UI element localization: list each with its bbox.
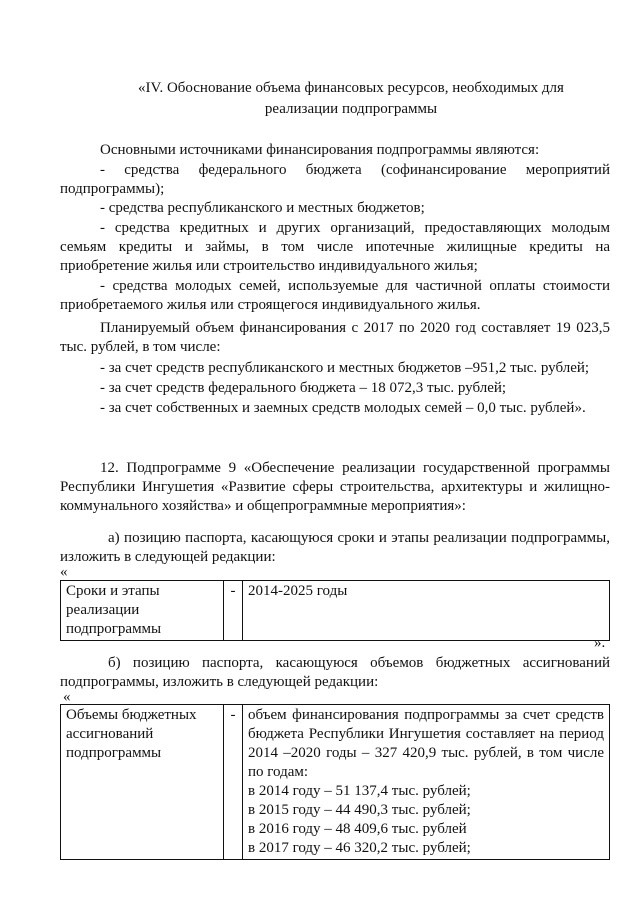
budget-label: Объемы бюджетных ассигнований подпрограммы (61, 705, 224, 860)
budget-year-2014: в 2014 году – 51 137,4 тыс. рублей; (248, 783, 471, 799)
source-item-families: - средства молодых семей, используемые для частичной оплаты стоимости приобретаемого жилья или строящегося индивидуального жилья. (60, 278, 610, 314)
terms-dash: - (224, 581, 243, 641)
part-a-close-quote: ». (594, 635, 606, 651)
item-12-text: 12. Подпрограмме 9 «Обеспечение реализации государственной программы Республики Ингушетия «Развитие сферы строительства, архитектуры и жилищно-коммунального хозяйства» и общепрограммные мероприятия»: (60, 460, 610, 515)
part-a-open-quote: « (60, 564, 68, 580)
source-item-federal: - средства федерального бюджета (софинансирование мероприятий подпрограммы); (60, 162, 610, 198)
budget-year-2017: в 2017 году – 46 320,2 тыс. рублей; (248, 840, 471, 856)
part-a-text: а) позицию паспорта, касающуюся сроки и этапы реализации подпрограммы, изложить в следующей редакции: (60, 530, 610, 566)
source-item-republican: - средства республиканского и местных бюджетов; (100, 200, 425, 216)
budget-value-intro: объем финансирования подпрограммы за счет средств бюджета Республики Ингушетия составляет на период 2014 –2020 годы – 327 420,9 тыс. рублей, в том числе по годам: (248, 707, 604, 780)
table-row (61, 581, 610, 641)
planned-volume-text: Планируемый объем финансирования с 2017 по 2020 год составляет 19 023,5 тыс. рублей, в том числе: (60, 320, 610, 356)
section-heading-line-1: «IV. Обоснование объема финансовых ресурсов, необходимых для (138, 80, 564, 96)
section-heading (112, 78, 590, 120)
terms-label: Сроки и этапы реализации подпрограммы (61, 581, 224, 641)
terms-value: 2014-2025 годы (243, 581, 610, 641)
part-b-open-quote: « (63, 689, 71, 705)
part-b-text: б) позицию паспорта, касающуюся объемов бюджетных ассигнований подпрограммы, изложить в следующей редакции: (60, 655, 610, 691)
passport-table-budget (60, 704, 610, 860)
budget-year-2015: в 2015 году – 44 490,3 тыс. рублей; (248, 802, 471, 818)
table-row (61, 705, 610, 860)
budget-year-2016: в 2016 году – 48 409,6 тыс. рублей (248, 821, 467, 837)
sources-intro: Основными источниками финансирования подпрограммы являются: (100, 142, 540, 158)
source-item-credit: - средства кредитных и других организаций, предоставляющих молодым семьям кредиты и займы, в том числе ипотечные жилищные кредиты на приобретение жилья или строительство индивидуального жилья; (60, 220, 610, 275)
section-heading-line-2: реализации подпрограммы (264, 101, 438, 117)
planned-item-federal: - за счет средств федерального бюджета – 18 072,3 тыс. рублей; (100, 380, 507, 396)
planned-item-republican: - за счет средств республиканского и местных бюджетов –951,2 тыс. рублей; (100, 360, 590, 376)
budget-dash: - (224, 705, 243, 860)
planned-item-families: - за счет собственных и заемных средств молодых семей – 0,0 тыс. рублей». (100, 400, 586, 416)
budget-value (243, 705, 610, 860)
passport-table-terms (60, 580, 610, 641)
